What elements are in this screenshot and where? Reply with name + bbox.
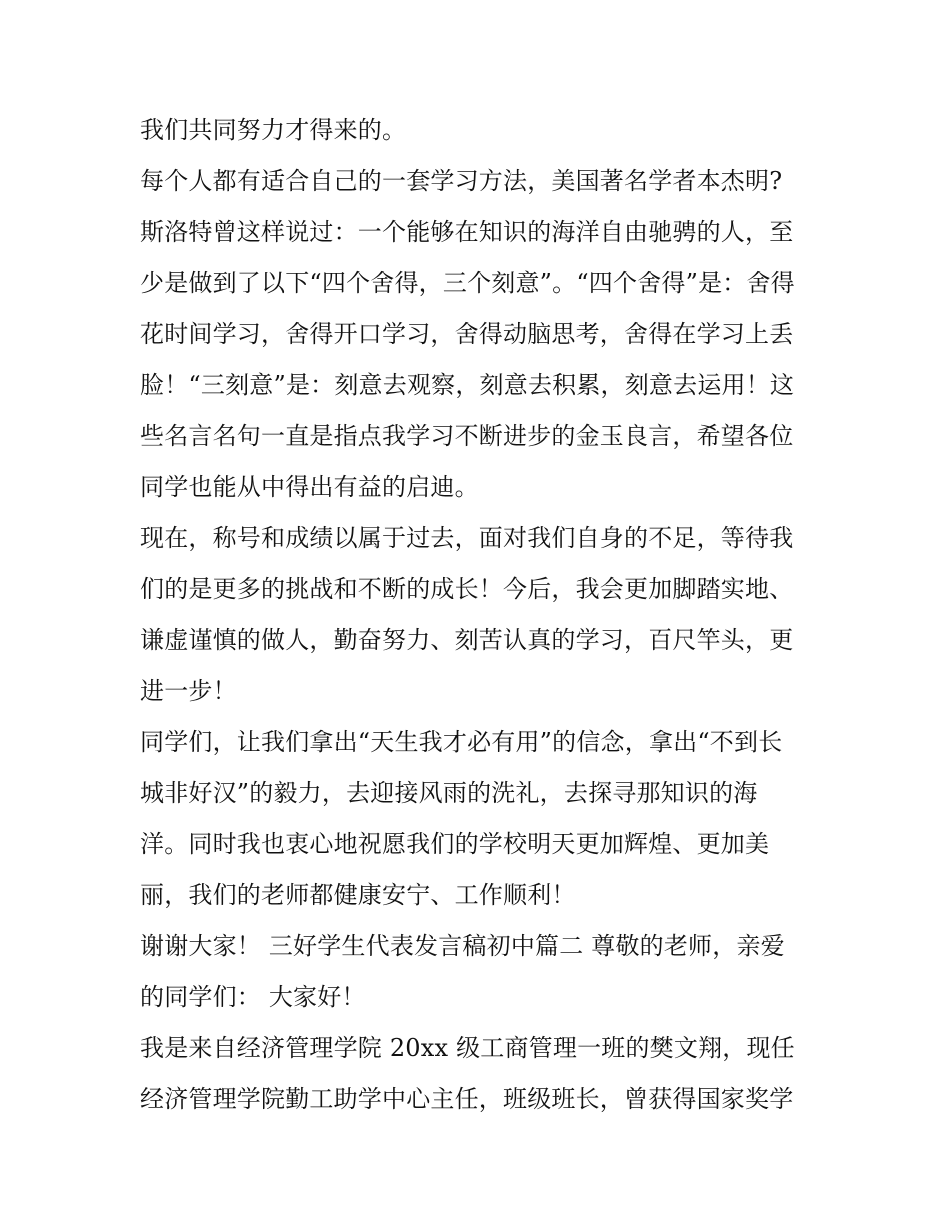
text-line-15: 洋。同时我也衷心地祝愿我们的学校明天更加辉煌、更加美 (140, 830, 770, 858)
text-line-9: 现在，称号和成绩以属于过去，面对我们自身的不足，等待我 (140, 524, 794, 552)
text-line-4: 少是做到了以下“四个舍得，三个刻意”。“四个舍得”是：舍得 (140, 269, 795, 297)
body-text (140, 105, 830, 1125)
text-line-14: 城非好汉”的毅力，去迎接风雨的洗礼，去探寻那知识的海 (140, 779, 758, 807)
text-line-3: 斯洛特曾这样说过：一个能够在知识的海洋自由驰骋的人，至 (140, 218, 794, 246)
text-line-8: 同学也能从中得出有益的启迪。 (140, 473, 479, 501)
text-line-17: 谢谢大家！ 三好学生代表发言稿初中篇二 尊敬的老师，亲爱 (140, 932, 785, 960)
text-line-6: 脸！“三刻意”是：刻意去观察，刻意去积累，刻意去运用！这 (140, 371, 795, 399)
text-line-11: 谦虚谨慎的做人，勤奋努力、刻苦认真的学习，百尺竿头，更 (140, 626, 794, 654)
text-line-2: 每个人都有适合自己的一套学习方法，美国著名学者本杰明? (140, 167, 783, 195)
text-line-12: 进一步！ (140, 677, 237, 705)
text-line-20: 经济管理学院勤工助学中心主任，班级班长，曾获得国家奖学 (140, 1085, 794, 1113)
text-line-18: 的同学们： 大家好！ (140, 983, 366, 1011)
text-line-1: 我们共同努力才得来的。 (140, 116, 407, 144)
text-line-16: 丽，我们的老师都健康安宁、工作顺利！ (140, 881, 576, 909)
text-line-7: 些名言名句一直是指点我学习不断进步的金玉良言，希望各位 (140, 422, 794, 450)
text-line-5: 花时间学习，舍得开口学习，舍得动脑思考，舍得在学习上丢 (140, 320, 794, 348)
text-line-10: 们的是更多的挑战和不断的成长！今后，我会更加脚踏实地、 (140, 575, 794, 603)
text-line-19: 我是来自经济管理学院 20xx 级工商管理一班的樊文翔，现任 (140, 1034, 795, 1062)
text-line-13: 同学们，让我们拿出“天生我才必有用”的信念，拿出“不到长 (140, 728, 783, 756)
